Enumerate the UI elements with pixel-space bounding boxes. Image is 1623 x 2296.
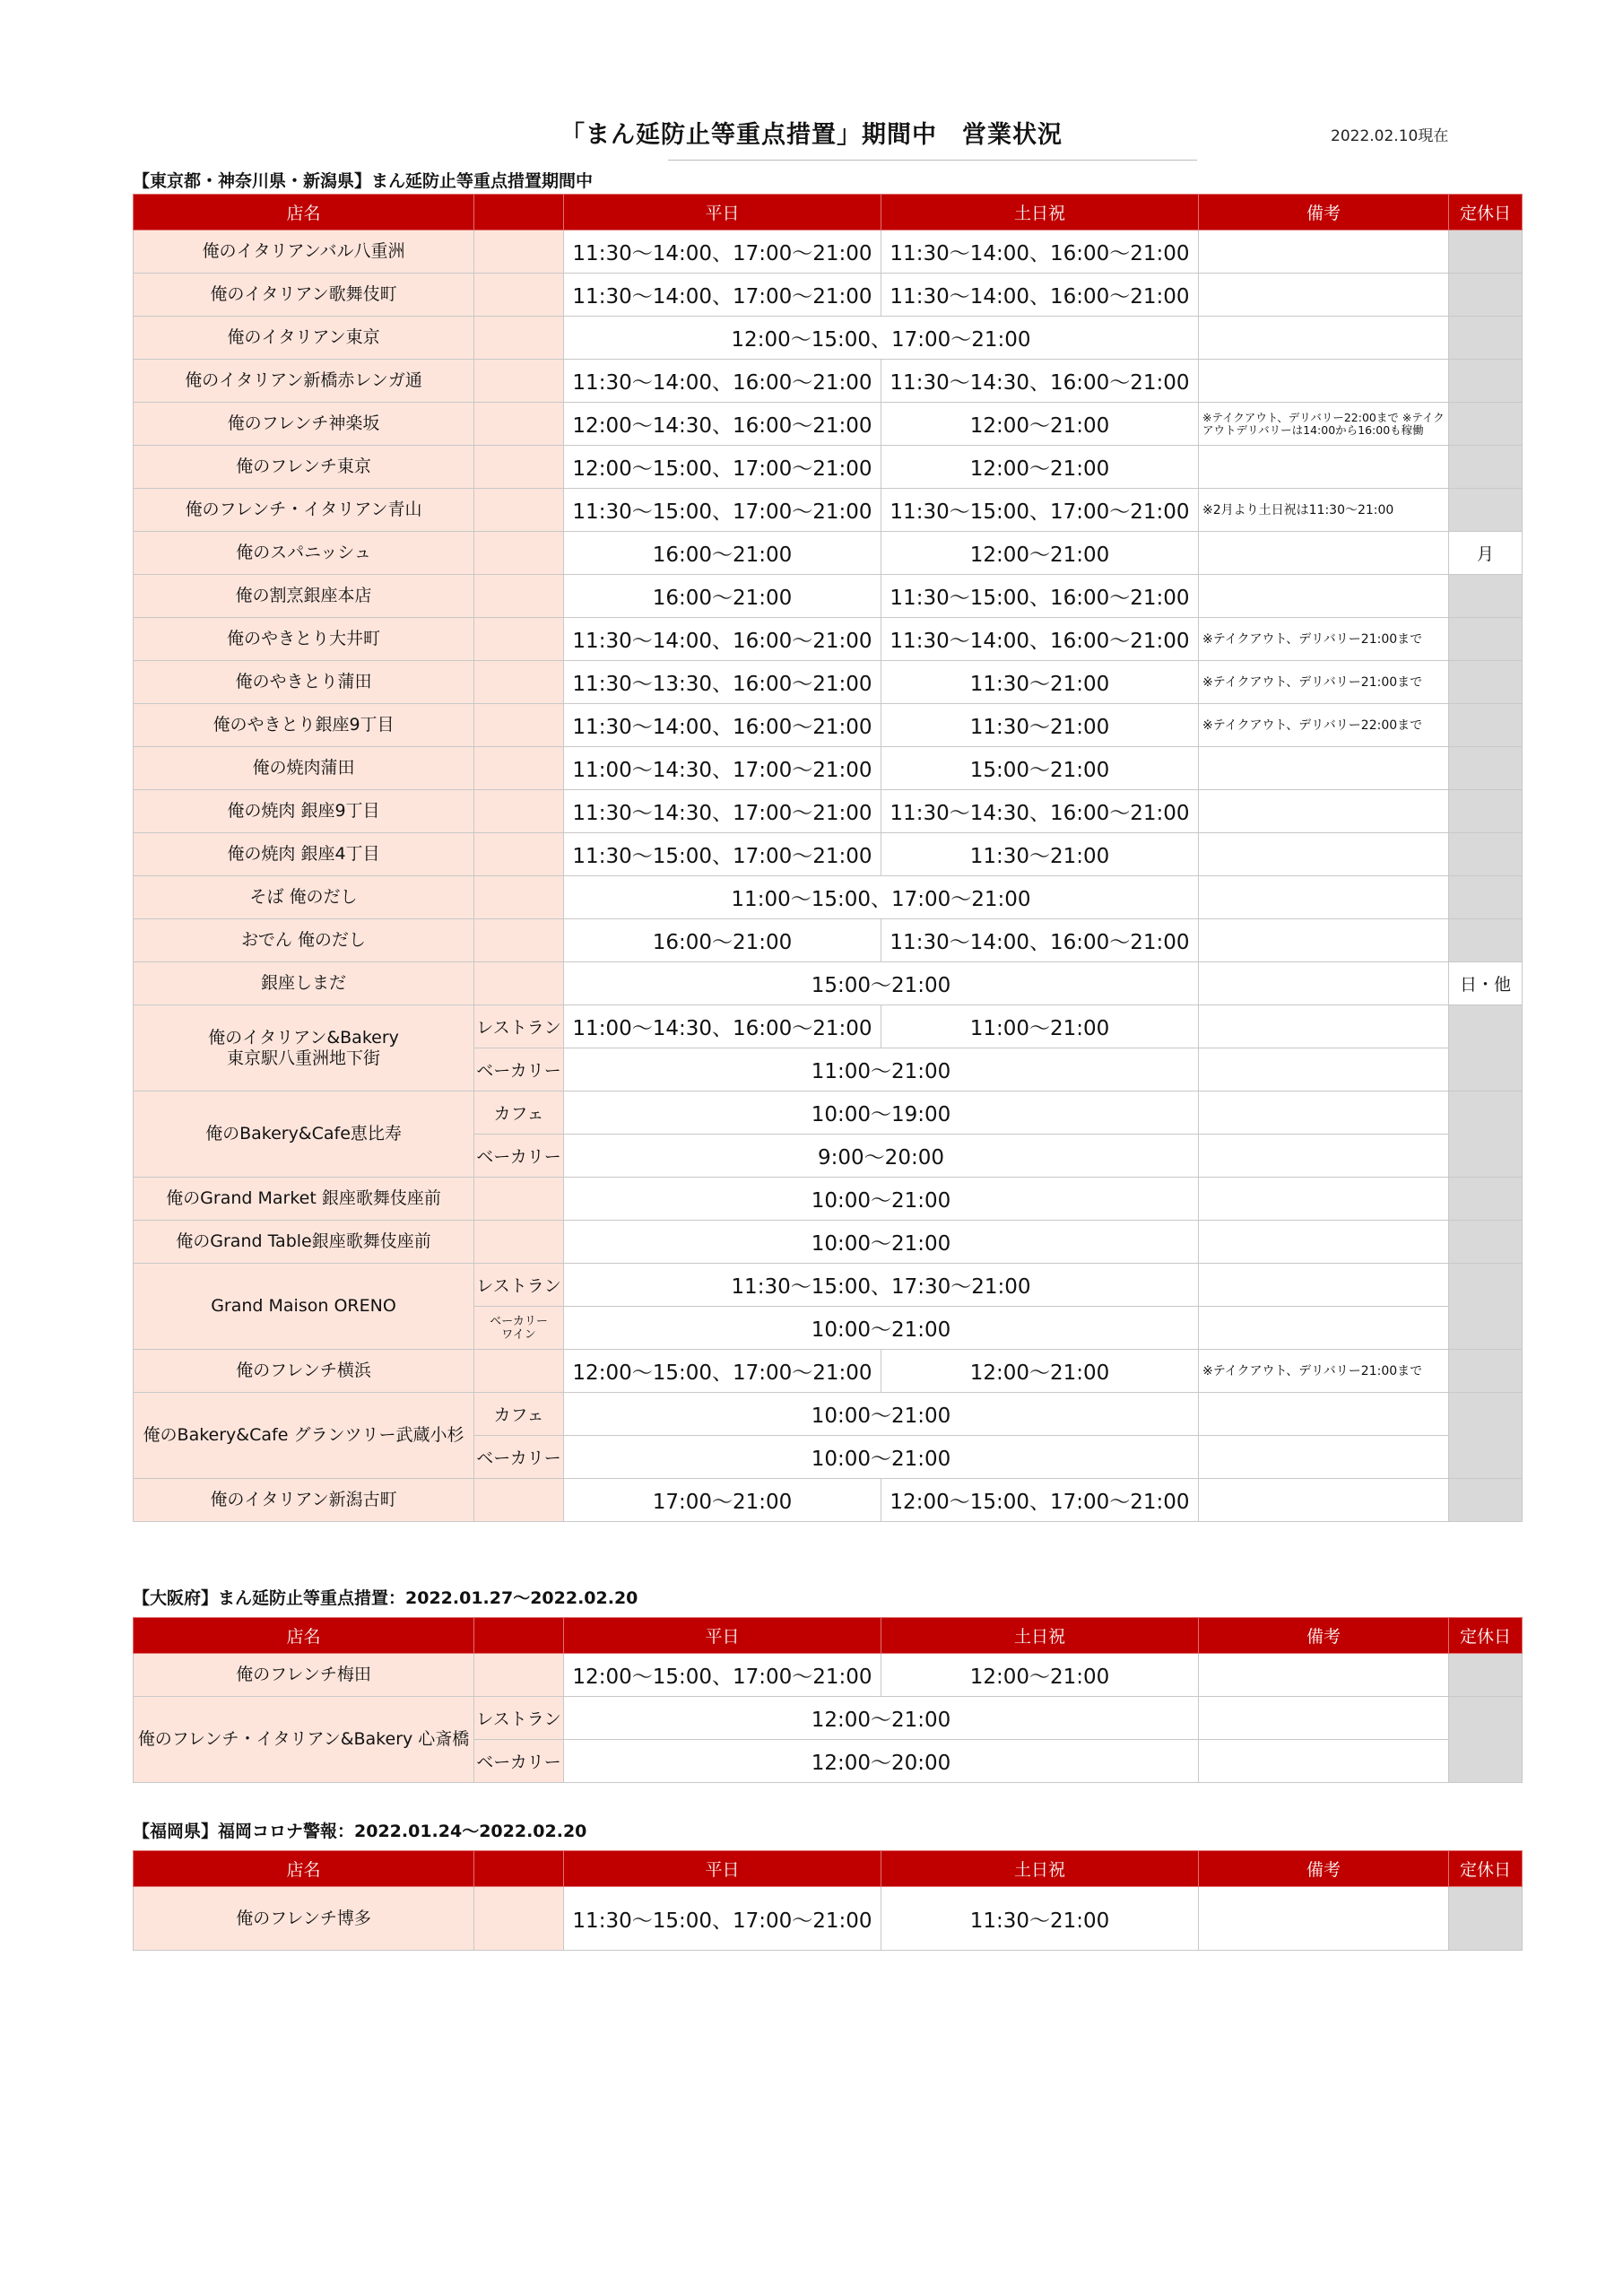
closed-day (1449, 360, 1523, 403)
all-days-hours: 10:00～21:00 (564, 1393, 1199, 1436)
table-row (134, 618, 1523, 661)
store-name: Grand Maison ORENO (134, 1264, 474, 1350)
closed-day (1449, 1091, 1523, 1178)
weekday-hours: 11:30～14:00、16:00～21:00 (564, 618, 881, 661)
header-note: 備考 (1199, 1618, 1449, 1654)
store-name: 俺の焼肉蒲田 (134, 747, 474, 790)
closed-day (1449, 1393, 1523, 1479)
note-cell (1199, 360, 1449, 403)
table-row (134, 230, 1523, 274)
weekday-hours: 16:00～21:00 (564, 532, 881, 575)
all-days-hours: 15:00～21:00 (564, 962, 1199, 1005)
table-row (134, 1654, 1523, 1697)
weekend-hours: 11:30～21:00 (881, 833, 1199, 876)
table-row (134, 1178, 1523, 1221)
closed-day (1449, 661, 1523, 704)
header-name: 店名 (134, 195, 474, 230)
sub-cell (474, 274, 564, 317)
sub-label (474, 1307, 564, 1350)
sub-label: レストラン (474, 1697, 564, 1740)
weekday-hours: 17:00～21:00 (564, 1479, 881, 1522)
table-row (134, 747, 1523, 790)
sub-cell (474, 704, 564, 747)
note-cell (1199, 575, 1449, 618)
weekend-hours: 12:00～21:00 (881, 532, 1199, 575)
sub-cell (474, 1479, 564, 1522)
page-title: 「まん延防止等重点措置」期間中 営業状況 (560, 121, 1063, 149)
sub-cell (474, 962, 564, 1005)
closed-day (1449, 747, 1523, 790)
note-cell (1199, 962, 1449, 1005)
note-cell (1199, 317, 1449, 360)
weekday-hours: 11:30～14:00、17:00～21:00 (564, 230, 881, 274)
sub-cell (474, 360, 564, 403)
store-name: 俺の焼肉 銀座4丁目 (134, 833, 474, 876)
sub-cell (474, 661, 564, 704)
weekday-hours: 11:00～14:30、16:00～21:00 (564, 1005, 881, 1048)
store-name (134, 1005, 474, 1091)
note-cell (1199, 446, 1449, 489)
closed-day (1449, 230, 1523, 274)
header-row (134, 1618, 1523, 1654)
sub-cell (474, 446, 564, 489)
note-cell (1199, 230, 1449, 274)
header-note: 備考 (1199, 195, 1449, 230)
closed-day (1449, 489, 1523, 532)
closed-day: 日・他 (1449, 962, 1523, 1005)
store-name: 俺のイタリアン新橋赤レンガ通 (134, 360, 474, 403)
as-of-date: 2022.02.10現在 (1331, 127, 1449, 145)
closed-day (1449, 1264, 1523, 1350)
note-cell (1199, 1436, 1449, 1479)
table-row (134, 489, 1523, 532)
closed-day (1449, 1350, 1523, 1393)
table-row (134, 317, 1523, 360)
closed-day (1449, 1479, 1523, 1522)
closed-day (1449, 618, 1523, 661)
store-name-line: 俺のイタリアン&Bakery (208, 1027, 399, 1048)
note-cell (1199, 1740, 1449, 1783)
all-days-hours: 9:00～20:00 (564, 1135, 1199, 1178)
weekday-hours: 11:30～15:00、17:00～21:00 (564, 833, 881, 876)
weekend-hours: 15:00～21:00 (881, 747, 1199, 790)
note-cell: ※2月より土日祝は11:30～21:00 (1199, 489, 1449, 532)
weekend-hours: 11:00～21:00 (881, 1005, 1199, 1048)
weekend-hours: 11:30～15:00、17:00～21:00 (881, 489, 1199, 532)
note-cell: ※テイクアウト、デリバリー21:00まで (1199, 1350, 1449, 1393)
section-label-fukuoka: 【福岡県】福岡コロナ警報：2022.01.24～2022.02.20 (133, 1822, 587, 1841)
weekday-hours: 11:30～15:00、17:00～21:00 (564, 489, 881, 532)
sub-cell (474, 747, 564, 790)
weekend-hours: 11:30～15:00、16:00～21:00 (881, 575, 1199, 618)
table-row (134, 446, 1523, 489)
tokyo-table (133, 194, 1523, 1522)
sub-cell (474, 575, 564, 618)
note-cell (1199, 274, 1449, 317)
table-row (134, 403, 1523, 446)
closed-day (1449, 833, 1523, 876)
table-row (134, 1479, 1523, 1522)
weekday-hours: 11:30～14:00、16:00～21:00 (564, 704, 881, 747)
all-days-hours: 10:00～21:00 (564, 1178, 1199, 1221)
store-name: そば 俺のだし (134, 876, 474, 919)
header-weekend: 土日祝 (881, 195, 1199, 230)
closed-day (1449, 575, 1523, 618)
store-name: 俺のやきとり大井町 (134, 618, 474, 661)
header-closed: 定休日 (1449, 1851, 1523, 1887)
all-days-hours: 11:00～21:00 (564, 1048, 1199, 1091)
closed-day (1449, 403, 1523, 446)
table-row (134, 1264, 1523, 1307)
closed-day (1449, 876, 1523, 919)
note-cell (1199, 747, 1449, 790)
sub-cell (474, 1178, 564, 1221)
table-row (134, 876, 1523, 919)
weekday-hours: 12:00～15:00、17:00～21:00 (564, 1350, 881, 1393)
closed-day (1449, 790, 1523, 833)
weekday-hours: 11:30～14:00、17:00～21:00 (564, 274, 881, 317)
header-sub (474, 1618, 564, 1654)
store-name: 俺のやきとり銀座9丁目 (134, 704, 474, 747)
table-row (134, 575, 1523, 618)
header-sub (474, 195, 564, 230)
table-row (134, 704, 1523, 747)
table-row (134, 1350, 1523, 1393)
table-row (134, 661, 1523, 704)
weekday-hours: 11:30～14:30、17:00～21:00 (564, 790, 881, 833)
closed-day (1449, 274, 1523, 317)
weekend-hours: 11:30～14:00、16:00～21:00 (881, 618, 1199, 661)
closed-day: 月 (1449, 532, 1523, 575)
table-row (134, 1005, 1523, 1048)
store-name: 俺のフレンチ・イタリアン&Bakery 心斎橋 (134, 1697, 474, 1783)
all-days-hours: 10:00～21:00 (564, 1307, 1199, 1350)
sub-label: ベーカリー (474, 1740, 564, 1783)
sub-label: レストラン (474, 1005, 564, 1048)
store-name: おでん 俺のだし (134, 919, 474, 962)
store-name: 俺のBakery&Cafe グランツリー武蔵小杉 (134, 1393, 474, 1479)
store-name: 俺のGrand Table銀座歌舞伎座前 (134, 1221, 474, 1264)
store-name: 俺のスパニッシュ (134, 532, 474, 575)
store-name: 俺のフレンチ・イタリアン青山 (134, 489, 474, 532)
title-underline (668, 160, 1197, 161)
store-name: 俺の焼肉 銀座9丁目 (134, 790, 474, 833)
store-name: 俺のイタリアン歌舞伎町 (134, 274, 474, 317)
weekend-hours: 12:00～21:00 (881, 403, 1199, 446)
weekend-hours: 11:30～14:30、16:00～21:00 (881, 790, 1199, 833)
note-cell (1199, 1048, 1449, 1091)
note-cell (1199, 1479, 1449, 1522)
table-row (134, 919, 1523, 962)
sub-cell (474, 876, 564, 919)
closed-day (1449, 1005, 1523, 1091)
store-name: 俺のフレンチ神楽坂 (134, 403, 474, 446)
weekday-hours: 12:00～15:00、17:00～21:00 (564, 1654, 881, 1697)
sub-cell (474, 790, 564, 833)
sub-label-line: ワイン (501, 1327, 536, 1342)
sub-cell (474, 230, 564, 274)
note-cell (1199, 790, 1449, 833)
sub-cell (474, 489, 564, 532)
all-days-hours: 12:00～15:00、17:00～21:00 (564, 317, 1199, 360)
store-name-line: 東京駅八重洲地下街 (226, 1048, 380, 1068)
weekday-hours: 16:00～21:00 (564, 919, 881, 962)
table-row (134, 1221, 1523, 1264)
sub-cell (474, 1350, 564, 1393)
sub-cell (474, 317, 564, 360)
weekend-hours: 11:30～14:00、16:00～21:00 (881, 919, 1199, 962)
header-weekend: 土日祝 (881, 1618, 1199, 1654)
weekend-hours: 11:30～21:00 (881, 661, 1199, 704)
weekend-hours: 12:00～21:00 (881, 1654, 1199, 1697)
closed-day (1449, 1178, 1523, 1221)
weekend-hours: 11:30～21:00 (881, 704, 1199, 747)
weekend-hours: 11:30～14:00、16:00～21:00 (881, 230, 1199, 274)
note-cell (1199, 1178, 1449, 1221)
note-cell (1199, 1887, 1449, 1951)
all-days-hours: 10:00～21:00 (564, 1221, 1199, 1264)
sub-label-line: ベーカリー (490, 1314, 548, 1328)
note-cell (1199, 1091, 1449, 1135)
note-cell (1199, 1654, 1449, 1697)
table-row (134, 360, 1523, 403)
store-name: 俺のBakery&Cafe恵比寿 (134, 1091, 474, 1178)
all-days-hours: 10:00～19:00 (564, 1091, 1199, 1135)
table-row (134, 274, 1523, 317)
all-days-hours: 12:00～20:00 (564, 1740, 1199, 1783)
note-cell: ※テイクアウト、デリバリー22:00まで ※テイクアウトデリバリーは14:00から16:00も稼働 (1199, 403, 1449, 446)
table-row (134, 833, 1523, 876)
store-name: 俺のイタリアンバル八重洲 (134, 230, 474, 274)
table-row (134, 1887, 1523, 1951)
sub-label: カフェ (474, 1091, 564, 1135)
closed-day (1449, 1221, 1523, 1264)
note-cell (1199, 1264, 1449, 1307)
weekday-hours: 12:00～15:00、17:00～21:00 (564, 446, 881, 489)
note-cell (1199, 1135, 1449, 1178)
weekend-hours: 12:00～15:00、17:00～21:00 (881, 1479, 1199, 1522)
header-weekday: 平日 (564, 195, 881, 230)
note-cell (1199, 532, 1449, 575)
weekend-hours: 11:30～14:00、16:00～21:00 (881, 274, 1199, 317)
osaka-table (133, 1617, 1523, 1783)
table-row (134, 790, 1523, 833)
weekend-hours: 12:00～21:00 (881, 446, 1199, 489)
closed-day (1449, 1887, 1523, 1951)
note-cell (1199, 1221, 1449, 1264)
fukuoka-table (133, 1850, 1523, 1951)
header-weekday: 平日 (564, 1851, 881, 1887)
header-note: 備考 (1199, 1851, 1449, 1887)
header-name: 店名 (134, 1851, 474, 1887)
table-row (134, 1091, 1523, 1135)
header-closed: 定休日 (1449, 195, 1523, 230)
sub-cell (474, 618, 564, 661)
note-cell (1199, 833, 1449, 876)
closed-day (1449, 919, 1523, 962)
section-label-osaka: 【大阪府】まん延防止等重点措置：2022.01.27～2022.02.20 (133, 1588, 638, 1608)
weekend-hours: 11:30～14:30、16:00～21:00 (881, 360, 1199, 403)
table-row (134, 532, 1523, 575)
store-name: 俺のフレンチ横浜 (134, 1350, 474, 1393)
sub-cell (474, 1221, 564, 1264)
note-cell (1199, 1393, 1449, 1436)
store-name: 銀座しまだ (134, 962, 474, 1005)
weekday-hours: 11:30～13:30、16:00～21:00 (564, 661, 881, 704)
store-name: 俺のフレンチ博多 (134, 1887, 474, 1951)
weekend-hours: 11:30～21:00 (881, 1887, 1199, 1951)
header-row (134, 1851, 1523, 1887)
store-name: 俺のフレンチ梅田 (134, 1654, 474, 1697)
weekday-hours: 16:00～21:00 (564, 575, 881, 618)
all-days-hours: 11:30～15:00、17:30～21:00 (564, 1264, 1199, 1307)
sub-label: ベーカリー (474, 1135, 564, 1178)
store-name: 俺の割烹銀座本店 (134, 575, 474, 618)
note-cell (1199, 1005, 1449, 1048)
section-label-tokyo: 【東京都・神奈川県・新潟県】まん延防止等重点措置期間中 (133, 171, 594, 191)
store-name: 俺のやきとり蒲田 (134, 661, 474, 704)
header-name: 店名 (134, 1618, 474, 1654)
header-row (134, 195, 1523, 230)
weekday-hours: 11:30～15:00、17:00～21:00 (564, 1887, 881, 1951)
store-name: 俺のイタリアン新潟古町 (134, 1479, 474, 1522)
note-cell (1199, 1697, 1449, 1740)
note-cell (1199, 1307, 1449, 1350)
note-cell (1199, 876, 1449, 919)
header-sub (474, 1851, 564, 1887)
sub-cell (474, 1654, 564, 1697)
table-row (134, 1393, 1523, 1436)
table-row (134, 1697, 1523, 1740)
closed-day (1449, 1654, 1523, 1697)
weekday-hours: 12:00～14:30、16:00～21:00 (564, 403, 881, 446)
header-weekday: 平日 (564, 1618, 881, 1654)
store-name: 俺のGrand Market 銀座歌舞伎座前 (134, 1178, 474, 1221)
table-row (134, 962, 1523, 1005)
sub-label: カフェ (474, 1393, 564, 1436)
sub-cell (474, 1887, 564, 1951)
sub-cell (474, 532, 564, 575)
weekend-hours: 12:00～21:00 (881, 1350, 1199, 1393)
sub-label: ベーカリー (474, 1048, 564, 1091)
note-cell: ※テイクアウト、デリバリー21:00まで (1199, 618, 1449, 661)
note-cell: ※テイクアウト、デリバリー21:00まで (1199, 661, 1449, 704)
note-cell: ※テイクアウト、デリバリー22:00まで (1199, 704, 1449, 747)
all-days-hours: 10:00～21:00 (564, 1436, 1199, 1479)
sub-cell (474, 403, 564, 446)
sub-label: レストラン (474, 1264, 564, 1307)
all-days-hours: 11:00～15:00、17:00～21:00 (564, 876, 1199, 919)
sub-label: ベーカリー (474, 1436, 564, 1479)
closed-day (1449, 1697, 1523, 1783)
weekday-hours: 11:30～14:00、16:00～21:00 (564, 360, 881, 403)
sub-cell (474, 919, 564, 962)
header-closed: 定休日 (1449, 1618, 1523, 1654)
store-name: 俺のフレンチ東京 (134, 446, 474, 489)
closed-day (1449, 446, 1523, 489)
header-weekend: 土日祝 (881, 1851, 1199, 1887)
store-name: 俺のイタリアン東京 (134, 317, 474, 360)
all-days-hours: 12:00～21:00 (564, 1697, 1199, 1740)
weekday-hours: 11:00～14:30、17:00～21:00 (564, 747, 881, 790)
closed-day (1449, 317, 1523, 360)
closed-day (1449, 704, 1523, 747)
sub-cell (474, 833, 564, 876)
note-cell (1199, 919, 1449, 962)
